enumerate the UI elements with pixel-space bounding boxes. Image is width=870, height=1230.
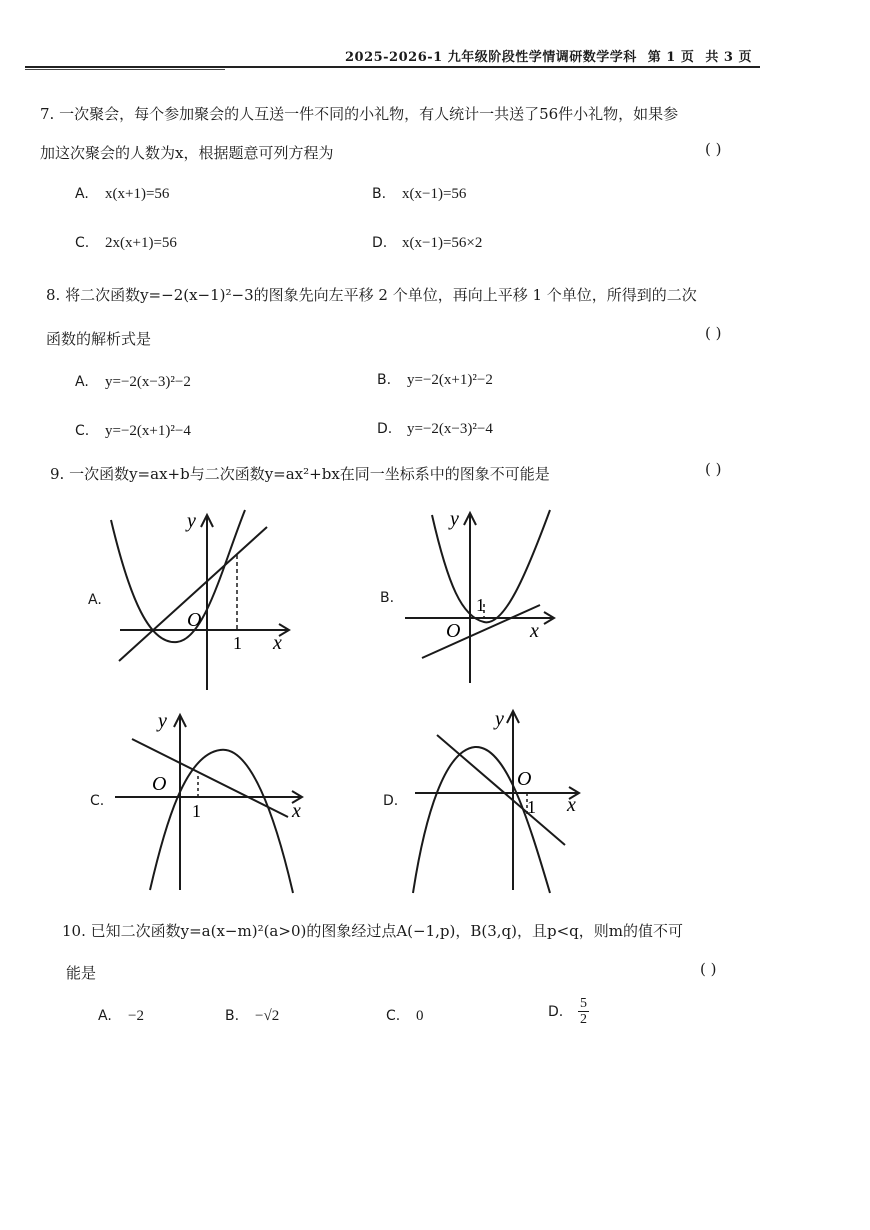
fraction-numerator: 5 [580, 996, 587, 1011]
q10-option-d [548, 996, 589, 1027]
q9-graph-c [110, 705, 310, 895]
x-axis-label: x [273, 632, 282, 654]
option-label: D. [377, 421, 393, 437]
header-rule [25, 66, 760, 68]
q8-option-c [75, 421, 191, 440]
q9-graph-c-label: C. [90, 793, 105, 809]
q10-option-a [98, 1006, 144, 1025]
q10-stem-line1: 10. 已知二次函数y=a(x−m)²(a>0)的图象经过点A(−1,p)，B(3,q)，且p<q，则m的值不可 [62, 922, 683, 940]
y-axis-label: y [187, 510, 196, 532]
x-axis-label: x [567, 794, 576, 816]
fraction [578, 996, 589, 1027]
q7-option-a [75, 184, 169, 203]
q10-option-b [225, 1006, 279, 1025]
origin-label: O [187, 609, 202, 631]
q9-answer-blank: ( ) [705, 460, 722, 478]
q10-option-c [386, 1006, 424, 1025]
option-text: x(x+1)=56 [105, 186, 170, 202]
q9-graph-a-label: A. [88, 592, 102, 608]
q8-option-a [75, 372, 191, 391]
origin-label: O [517, 768, 532, 790]
q9-graph-a [105, 505, 300, 695]
parabola-curve [150, 750, 293, 893]
parabola-curve [111, 510, 245, 642]
q9-graph-b-label: B. [380, 590, 395, 606]
page-header [339, 46, 752, 65]
q7-answer-blank: ( ) [705, 140, 722, 158]
tick-label: 1 [476, 595, 485, 615]
line-graph [119, 527, 267, 661]
option-label: C. [386, 1008, 401, 1024]
q9-stem: 9. 一次函数y=ax+b与二次函数y=ax²+bx在同一坐标系中的图象不可能是 [50, 465, 550, 483]
q10-stem-line2: 能是 [66, 964, 97, 982]
tick-label: 1 [233, 633, 242, 653]
line-graph [437, 735, 565, 845]
x-axis-label: x [292, 800, 301, 822]
y-axis-label: y [495, 708, 504, 730]
q9-graph-d-label: D. [383, 793, 399, 809]
option-text: 0 [416, 1008, 424, 1024]
option-label: D. [548, 1003, 564, 1020]
option-text: −2 [128, 1008, 144, 1024]
option-label: A. [75, 186, 89, 202]
option-label: B. [377, 372, 392, 388]
q7-option-c [75, 233, 177, 252]
option-text: x(x−1)=56×2 [402, 235, 483, 251]
q8-stem-line2: 函数的解析式是 [46, 330, 152, 348]
q7-option-d [372, 233, 482, 252]
tick-label: 1 [192, 801, 201, 821]
option-text: 2x(x+1)=56 [105, 235, 177, 251]
q10-answer-blank: ( ) [700, 960, 717, 978]
y-axis-label: y [450, 508, 459, 530]
header-total-pages: 共 3 页 [705, 50, 752, 65]
origin-label: O [152, 773, 167, 795]
header-title: 2025-2026-1 九年级阶段性学情调研数学学科 [344, 50, 637, 65]
option-label: C. [75, 235, 90, 251]
option-text: y=−2(x−3)²−4 [407, 421, 493, 437]
origin-label: O [446, 620, 461, 642]
q7-stem-line2: 加这次聚会的人数为x，根据题意可列方程为 [40, 144, 334, 162]
q9-graph-b [400, 505, 565, 685]
option-label: D. [372, 235, 388, 251]
fraction-denominator: 2 [580, 1012, 587, 1027]
x-axis-label: x [530, 620, 539, 642]
q8-option-b [377, 370, 493, 389]
option-label: A. [98, 1008, 112, 1024]
option-label: A. [75, 374, 89, 390]
q7-stem-line1: 7. 一次聚会，每个参加聚会的人互送一件不同的小礼物，有人统计一共送了56件小礼物，如果参 [40, 105, 679, 123]
q8-option-d [377, 419, 493, 438]
q8-answer-blank: ( ) [705, 324, 722, 342]
option-text: −√2 [255, 1008, 280, 1024]
option-label: B. [372, 186, 387, 202]
q7-option-b [372, 184, 466, 203]
q9-graph-d [405, 705, 585, 895]
option-text: y=−2(x+1)²−4 [105, 423, 191, 439]
option-text: y=−2(x+1)²−2 [407, 372, 493, 388]
option-label: B. [225, 1008, 240, 1024]
option-text: x(x−1)=56 [402, 186, 467, 202]
header-page-number: 第 1 页 [647, 50, 695, 65]
tick-label: 1 [527, 797, 536, 817]
header-rule-secondary [25, 69, 225, 70]
option-label: C. [75, 423, 90, 439]
q8-stem-line1: 8. 将二次函数y=−2(x−1)²−3的图象先向左平移 2 个单位，再向上平移 1 个单位，所得到的二次 [46, 286, 697, 304]
y-axis-label: y [158, 710, 167, 732]
option-text: y=−2(x−3)²−2 [105, 374, 191, 390]
